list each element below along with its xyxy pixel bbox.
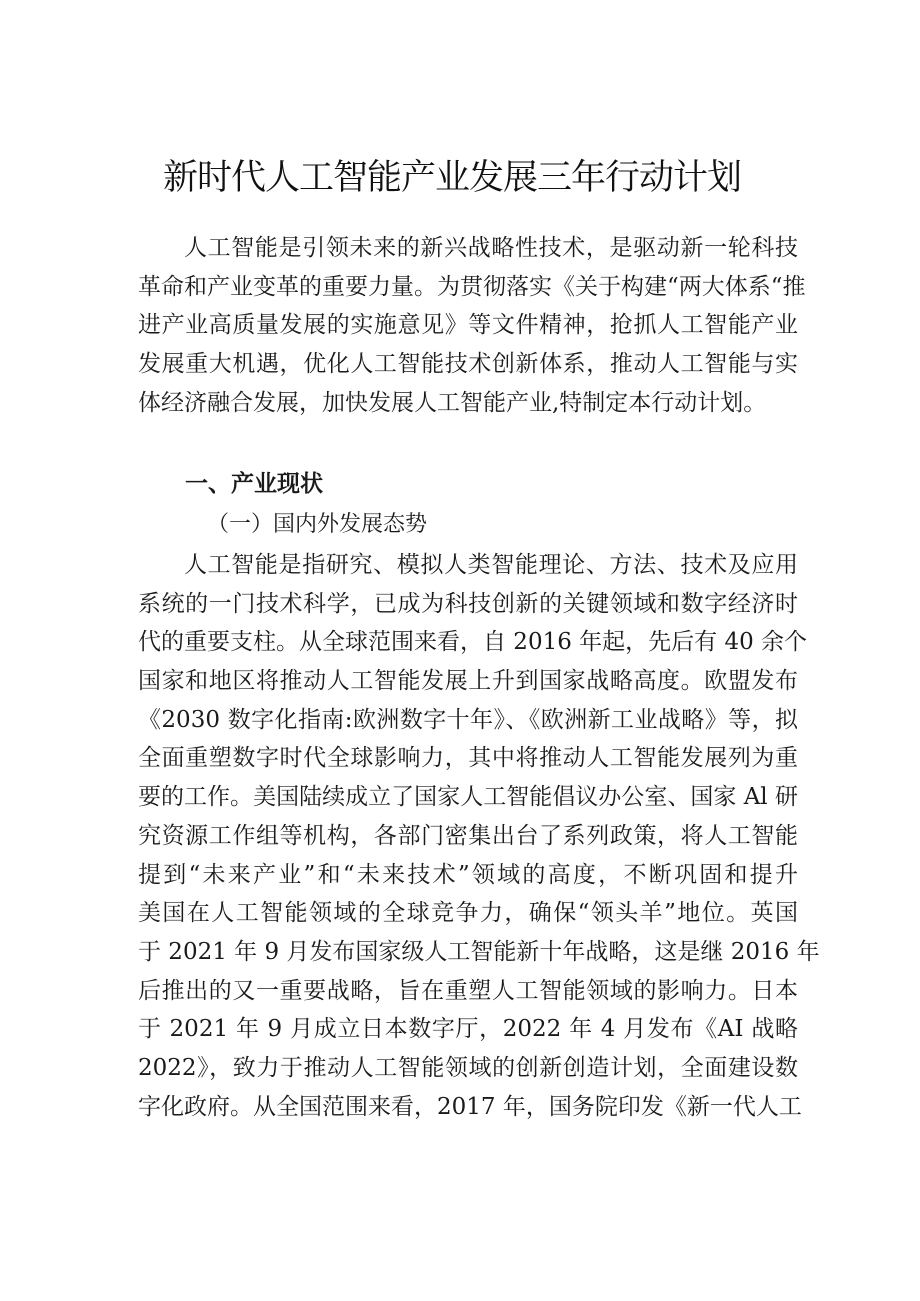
text-line: 革命和产业变革的重要力量。为贯彻落实《关于构建“两大体系“推 <box>138 273 806 300</box>
text-line: 提到“未来产业”和“未来技术”领域的高度，不断巩固和提升 <box>138 861 798 888</box>
text-line: 人工智能是引领未来的新兴战略性技术，是驱动新一轮科技 <box>184 235 798 261</box>
text-line: 代的重要支柱。从全球范围来看，自 2016 年起，先后有 40 余个 <box>138 629 808 656</box>
text-line: 后推出的又一重要战略，旨在重塑人工智能领域的影响力。日本 <box>138 977 798 1004</box>
text-line: 系统的一门技术科学，已成为科技创新的关键领域和数字经济时 <box>138 590 798 617</box>
text-line: 进产业高质量发展的实施意见》等文件精神，抢抓人工智能产业 <box>138 312 798 339</box>
text-line: 《2030 数字化指南:欧洲数字十年》、《欧洲新工业战略》等，拟 <box>138 706 798 733</box>
text-line: 于 2021 年 9 月成立日本数字厅，2022 年 4 月发布《AI 战略 <box>138 1016 798 1043</box>
text-line: 发展重大机遇，优化人工智能技术创新体系，推动人工智能与实 <box>138 351 798 378</box>
document-title: 新时代人工智能产业发展三年行动计划 <box>163 158 742 198</box>
text-line: 字化政府。从全国范围来看，2017 年，国务院印发《新一代人工 <box>138 1093 802 1120</box>
text-line: 2022》，致力于推动人工智能领域的创新创造计划，全面建设数 <box>138 1054 798 1081</box>
subsection-heading: （一）国内外发展态势 <box>207 512 428 537</box>
text-line: 体经济融合发展，加快发展人工智能产业,特制定本行动计划。 <box>138 389 767 416</box>
text-line: 人工智能是指研究、模拟人类智能理论、方法、技术及应用 <box>184 552 798 578</box>
body-paragraph <box>138 546 820 1126</box>
text-line: 国家和地区将推动人工智能发展上升到国家战略高度。欧盟发布 <box>138 668 798 695</box>
intro-paragraph <box>138 229 806 422</box>
text-line: 全面重塑数字时代全球影响力，其中将推动人工智能发展列为重 <box>138 745 798 772</box>
section-heading: 一、产业现状 <box>185 471 323 497</box>
text-line: 于 2021 年 9 月发布国家级人工智能新十年战略，这是继 2016 年 <box>138 938 820 965</box>
text-line: 要的工作。美国陆续成立了国家人工智能倡议办公室、国家 Al 研 <box>138 784 798 811</box>
text-line: 究资源工作组等机构，各部门密集出台了系列政策，将人工智能 <box>138 822 798 849</box>
text-line: 美国在人工智能领域的全球竞争力，确保“领头羊”地位。英国 <box>138 900 798 927</box>
